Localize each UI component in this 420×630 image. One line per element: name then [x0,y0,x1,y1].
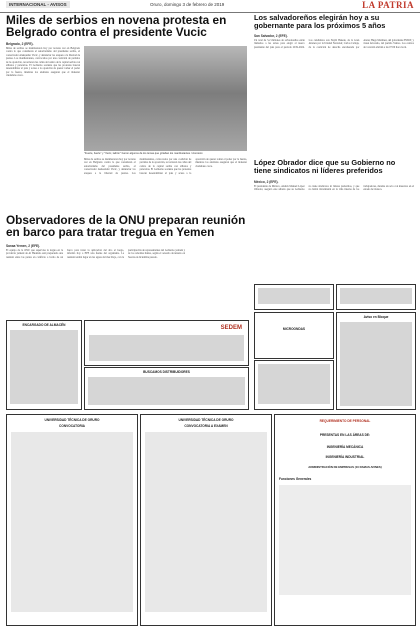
body-serbia: Miles de serbios se manifestaron hoy por novena vez en Belgrado contra lo que consideran el autoritarismo del presidente serbio, el conservador Aleksandar Vucic, y denunciar los ataques a la libertad de prensa. Los manifestantes, convocados por una coalición de partidos de la oposición, recorrieron las calles del centro de la capital serbia con silbatos y pancartas. El Gobierno sostiene que las protestas buscan desestabilizar al país y acusa a la oposición de querer tomar el poder por la fuerza, mientras los analistas aseguran que el malestar ciudadano crece. [6,47,80,78]
body-serbia-cont: Miles de serbios se manifestaron hoy por novena vez en Belgrado contra lo que consideran el autoritarismo del presidente serbio, el conservador Aleksandar Vucic, y denunciar los ataques a la libertad de prensa. Los manifestantes, convocados por una coalición de partidos de la oposición, recorrieron las calles del centro de la capital serbia con silbatos y pancartas. El Gobierno sostiene que las protestas buscan desestabilizar al país y acusa a la oposición de querer tomar el poder por la fuerza, mientras los analistas aseguran que el malestar ciudadano crece. [84,158,247,175]
photo-caption: "Fuerte, fuerte" y "Vucic, ladrón" fueron algunos de los lemas que gritaban los manifestantes / ciorosotv [84,152,203,155]
sedem-logo: SEDEM [220,325,242,331]
notice-personal-title: REQUERIMIENTO DE PERSONAL [319,419,371,423]
ad-distribuidores-title: BUSCAMOS DISTRIBUIDORES [143,370,190,374]
page-header [0,0,420,13]
ad-small-3 [254,360,334,410]
body-mexico: El presidente de México, Andrés Manuel López Obrador, aseguró este sábado que su Gobierno no tiene sindicatos ni líderes preferidos, y que no habrá intromisión en la vida interna de los trabajadores, durante un acto con maestros en el estado de Oaxaca. [254,185,414,192]
notice-ing-mec: INGENIERÍA MECÁNICA [326,445,364,449]
serbia-protest-photo [84,46,247,151]
ad-sedem [84,320,249,366]
ad-small-1 [254,284,334,310]
ad-block-title: Aviso en Bloque [363,315,389,319]
notice-funciones: Funciones Generales [279,477,312,481]
notice-university-2-title: UNIVERSIDAD TÉCNICA DE ORURO [178,418,234,422]
headline-serbia: Miles de serbios en novena protesta en Belgrado contra el presidente Vucic [6,13,227,40]
headline-mexico: López Obrador dice que su Gobierno no tiene sindicatos ni líderes preferidos [254,158,396,175]
body-el-salvador: Un total de 5,2 millones de salvadoreños están llamados a las urnas para elegir al nuevo presidente del país para el período 2019-2024. Los candidatos son Nayib Bukele, de la Gran Alianza por la Unidad Nacional; Carlos Calleja, de la coalición de derecha encabezada por Arena; Hugo Martínez, del gobernante FMLN; y Josué Alvarado, del partido Vamos. Los centros de votación abrirán a las 07:00 hora local. [254,39,414,49]
dateline-mexico: México, 2 (EFE). [254,180,279,184]
ad-microondas [254,312,334,359]
page-date: Oruro, domingo 3 de febrero de 2019 [150,2,225,7]
notice-ing-ind: INGENIERÍA INDUSTRIAL [325,455,365,459]
ad-distribuidores [84,367,249,410]
notice-university-1-title: UNIVERSIDAD TÉCNICA DE ORURO [44,418,100,422]
headline-el-salvador: Los salvadoreños elegirán hoy a su gobernante para los próximos 5 años [254,13,386,30]
dateline-serbia: Belgrado, 2 (EFE). [6,42,34,46]
notice-admin: ADMINISTRACIÓN DE EMPRESAS (10 RAMAS AFINES) [308,465,382,469]
dateline-el-salvador: San Salvador, 2 (EFE). [254,34,288,38]
notice-personal-areas: PRESENTAS EN LAS ÁREAS DE: [319,433,371,437]
section-label: INTERNACIONAL - AVISOS [6,1,70,8]
ad-almacen-title: ENCARGADO DE ALMACÉN [22,323,66,327]
ad-small-2 [336,284,416,310]
ad-block [336,312,416,410]
headline-yemen: Observadores de la ONU preparan reunión en barco para tratar tregua en Yemen [6,213,246,240]
ad-microondas-title: MICROONDAS [282,327,306,331]
notice-university-2 [140,414,272,626]
dateline-yemen: Sanaa Yemen, 2 (EFE). [6,244,41,248]
ad-almacen [6,320,82,410]
newspaper-logo: LA PATRIA [362,0,414,10]
notice-university-2-sub: CONVOCATORIA A EXAMEN [184,424,228,428]
notice-university-1-sub: CONVOCATORIA [59,424,85,428]
notice-university-1 [6,414,138,626]
body-yemen: El equipo de la ONU que supervisa la tregua en la provincia yemení de Al Hudeida está preparando una reunión entre las partes en conflicto a bordo de un barco para tratar la aplicación del alto el fuego, informó hoy a EFE una fuente del organismo. La reunión tendrá lugar en las aguas del mar Rojo, con la participación de representantes del Gobierno yemení y de los rebeldes hutíes, según el acuerdo alcanzado en Suecia en diciembre pasado. [6,249,185,259]
notice-personal [274,414,416,626]
